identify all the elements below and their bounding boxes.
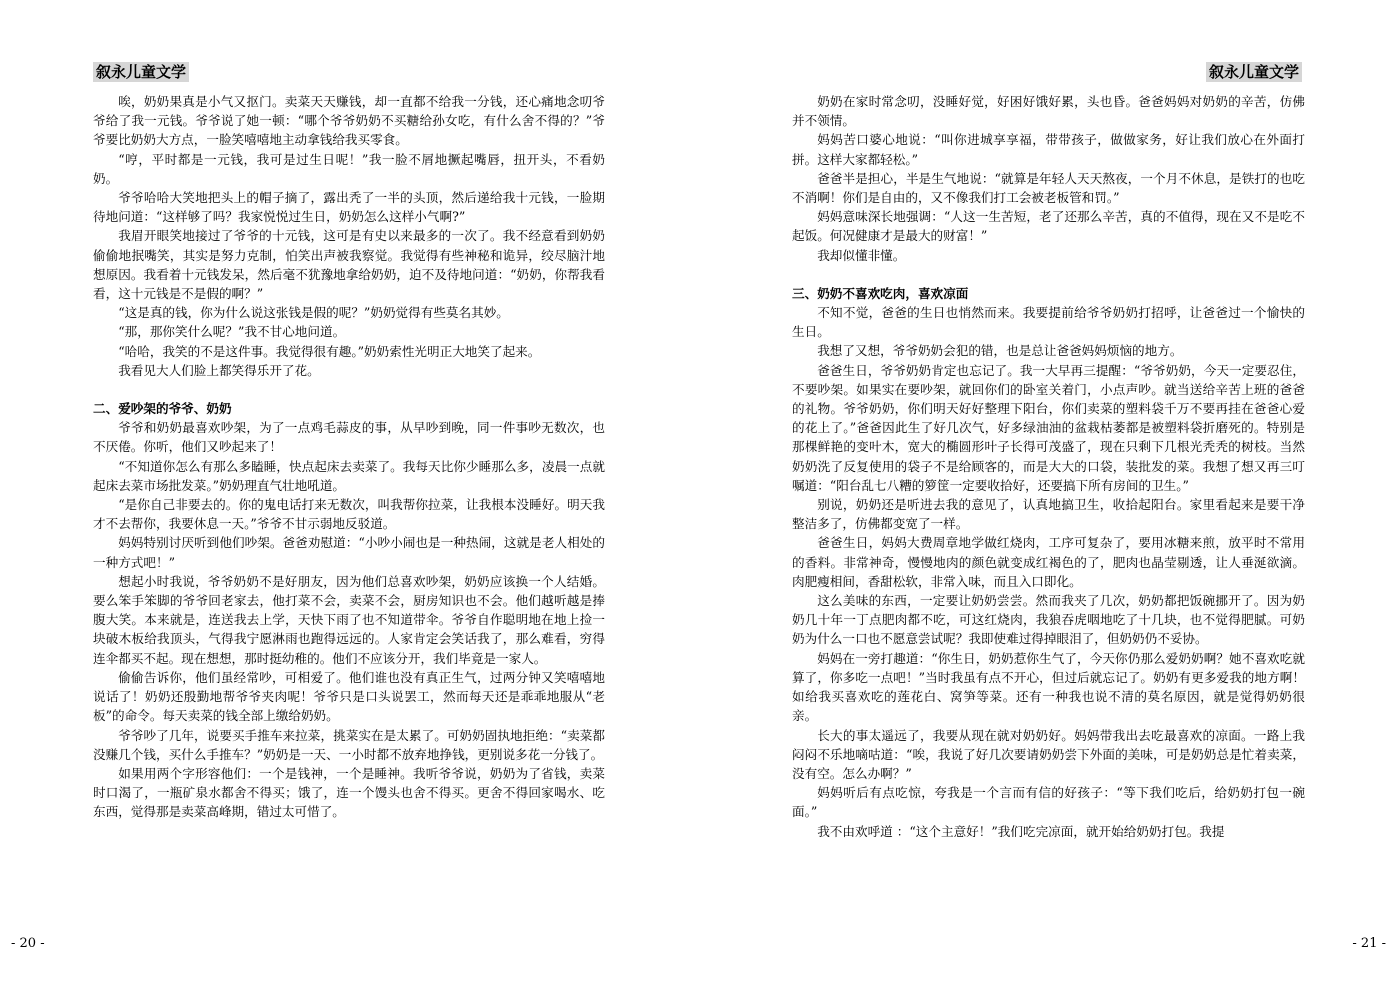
paragraph: “不知道你怎么有那么多瞌睡，快点起床去卖菜了。我每天比你少睡那么多，凌晨一点就起床去菜市场批发菜。”奶奶理直气壮地吼道。	[93, 458, 605, 493]
paragraph: 我不由欢呼道 ：“这个主意好！”我们吃完凉面，就开始给奶奶打包。我提	[817, 823, 1225, 839]
paragraph: 不知不觉，爸爸的生日也悄然而来。我要提前给爷爷奶奶打招呼，让爸爸过一个愉快的生日。	[792, 305, 1305, 340]
left-running-header: 叙永儿童文学	[93, 62, 189, 82]
paragraph: 长大的事太遥远了，我要从现在就对奶奶好。妈妈带我出去吃最喜欢的凉面。一路上我闷闷不乐地嘀咕道：“唉，我说了好几次要请奶奶尝下外面的美味，可是奶奶总是忙着卖菜，没有空。怎么办啊？”	[792, 727, 1305, 781]
left-page-body	[93, 92, 605, 822]
paragraph: 妈妈特别讨厌听到他们吵架。爸爸劝慰道：“小吵小闹也是一种热闹，这就是老人相处的一种方式吧！”	[93, 535, 605, 570]
paragraph: “是你自己非要去的。你的鬼电话打来无数次，叫我帮你拉菜，让我根本没睡好。明天我才不去帮你，我要休息一天。”爷爷不甘示弱地反驳道。	[93, 497, 605, 532]
paragraph: 爸爸生日，爷爷奶奶肯定也忘记了。我一大早再三提醒：“爷爷奶奶，今天一定要忍住，不要吵架。如果实在要吵架，就回你们的卧室关着门，小点声吵。就当送给辛苦上班的爸爸的礼物。爷爷奶奶，你们明天好好整理下阳台，你们卖菜的塑料袋千万不要再挂在爸爸心爱的花上了。”爸爸因此生了好几次气，好多绿油油的盆栽枯萎都是被塑料袋折磨死的。特别是那棵鲜艳的变叶木，宽大的椭圆形叶子长得可茂盛了，现在只剩下几根光秃秃的树枝。当然奶奶洗了反复使用的袋子不是给顾客的，而是大大的口袋，装批发的菜。我想了想又再三叮嘱道：“阳台乱七八糟的箩筐一定要收拾好，还要搞下所有房间的卫生。”	[792, 362, 1305, 493]
paragraph: 这么美味的东西，一定要让奶奶尝尝。然而我夹了几次，奶奶都把饭碗挪开了。因为奶奶几十年一丁点肥肉都不吃，可这红烧肉，我狼吞虎咽地吃了十几块，也不觉得肥腻。可奶奶为什么一口也不愿意尝试呢？我即使难过得掉眼泪了，但奶奶仍不妥协。	[792, 593, 1305, 647]
right-page-body	[792, 92, 1305, 841]
right-running-header: 叙永儿童文学	[1206, 62, 1302, 82]
paragraph: 爸爸半是担心，半是生气地说：“就算是年轻人天天熬夜，一个月不休息，是铁打的也吃不消啊！你们是自由的，又不像我们打工会被老板管和罚。”	[792, 170, 1305, 206]
paragraph: 别说，奶奶还是听进去我的意见了，认真地搞卫生，收拾起阳台。家里看起来是要干净整洁多了，仿佛都变宽了一样。	[792, 497, 1305, 532]
paragraph: 爷爷吵了几年，说要买手推车来拉菜，挑菜实在是太累了。可奶奶固执地拒绝：“卖菜都没赚几个钱，买什么手推车？”奶奶是一天、一小时都不放弃地挣钱，更别说多花一分钱了。	[93, 727, 605, 762]
paragraph: 爷爷和奶奶最喜欢吵架，为了一点鸡毛蒜皮的事，从早吵到晚，同一件事吵无数次，也不厌倦。你听，他们又吵起来了！	[93, 420, 605, 455]
paragraph: 爸爸生日，妈妈大费周章地学做红烧肉，工序可复杂了，要用冰糖来煎，放平时不常用的香料。非常神奇，慢慢地肉的颜色就变成红褐色的了，肥肉也晶莹剔透，让人垂涎欲滴。肉肥瘦相间，香甜松软，非常入味，而且入口即化。	[792, 535, 1305, 589]
paragraph: 如果用两个字形容他们：一个是钱神，一个是睡神。我听爷爷说，奶奶为了省钱，卖菜时口渴了，一瓶矿泉水都舍不得买；饿了，连一个馒头也舍不得买。更舍不得回家喝水、吃东西，觉得那是卖菜高峰期，错过太可惜了。	[93, 765, 605, 820]
paragraph: “那，那你笑什么呢？”我不甘心地问道。	[118, 324, 346, 340]
paragraph: “这是真的钱，你为什么说这张钱是假的呢？”奶奶觉得有些莫名其妙。	[118, 305, 509, 321]
right-page-number: - 21 -	[1352, 936, 1386, 951]
paragraph: 妈妈意味深长地强调：“人这一生苦短，老了还那么辛苦，真的不值得，现在又不是吃不起饭。何况健康才是最大的财富！”	[792, 209, 1305, 244]
paragraph: 我眉开眼笑地接过了爷爷的十元钱，这可是有史以来最多的一次了。我不经意看到奶奶偷偷地抿嘴笑，其实是努力克制，怕笑出声被我察觉。我觉得有些神秘和诡异，绞尽脑汁地想原因。我看着十元钱发呆，然后毫不犹豫地拿给奶奶，迫不及待地问道：“奶奶，你帮我看看，这十元钱是不是假的啊？”	[93, 228, 605, 302]
paragraph: 唉，奶奶果真是小气又抠门。卖菜天天赚钱，却一直都不给我一分钱，还心痛地念叨爷爷给了我一元钱。爷爷说了她一顿：“哪个爷爷奶奶不买糖给孙女吃，有什么舍不得的？”爷爷要比奶奶大方点，一脸笑嘻嘻地主动拿钱给我买零食。	[93, 94, 605, 148]
paragraph: 我想了又想，爷爷奶奶会犯的错，也是总让爸爸妈妈烦恼的地方。	[817, 343, 1183, 359]
paragraph: 妈妈苦口婆心地说：“叫你进城享享福，带带孩子，做做家务，好让我们放心在外面打拼。这样大家都轻松。”	[792, 132, 1305, 167]
paragraph: 我却似懂非懂。	[817, 247, 906, 263]
paragraph: 偷偷告诉你，他们虽经常吵，可相爱了。他们谁也没有真正生气，过两分钟又笑嘻嘻地说话了！奶奶还殷勤地帮爷爷夹肉呢！爷爷只是口头说罢工，然而每天还是乖乖地服从“老板”的命令。每天卖菜的钱全部上缴给奶奶。	[93, 669, 605, 724]
paragraph: “哈哈，我笑的不是这件事。我觉得很有趣。”奶奶索性光明正大地笑了起来。	[118, 343, 541, 359]
paragraph: 想起小时我说，爷爷奶奶不是好朋友，因为他们总喜欢吵架，奶奶应该换一个人结婚。要么笨手笨脚的爷爷回老家去，他打菜不会，卖菜不会，厨房知识也不会。他们越听越是捧腹大笑。本来就是，连送我去上学，天快下雨了也不知道带伞。爷爷自作聪明地在地上捡一块破木板给我顶头，气得我宁愿淋雨也跑得远远的。人家肯定会笑话我了，那么难看，穷得连伞都买不起。现在想想，那时挺幼稚的。他们不应该分开，我们毕竟是一家人。	[93, 573, 605, 666]
paragraph: “哼，平时都是一元钱，我可是过生日呢！”我一脸不屑地撅起嘴唇，扭开头，不看奶奶。	[93, 151, 605, 186]
paragraph: 奶奶在家时常念叨，没睡好觉，好困好饿好累，头也昏。爸爸妈妈对奶奶的辛苦，仿佛并不领情。	[792, 94, 1305, 129]
left-page-number: - 20 -	[11, 936, 45, 951]
paragraph: 爷爷哈哈大笑地把头上的帽子摘了，露出秃了一半的头顶，然后递给我十元钱，一脸期待地问道：“这样够了吗？我家悦悦过生日，奶奶怎么这样小气啊?”	[93, 190, 605, 225]
section-title: 二、爱吵架的爷爷、奶奶	[93, 401, 232, 417]
paragraph: 我看见大人们脸上都笑得乐开了花。	[118, 362, 320, 378]
right-page	[699, 0, 1398, 982]
section-title: 三、奶奶不喜欢吃肉，喜欢凉面	[792, 285, 969, 301]
paragraph: 妈妈听后有点吃惊，夸我是一个言而有信的好孩子：“等下我们吃后，给奶奶打包一碗面。”	[792, 785, 1305, 820]
paragraph: 妈妈在一旁打趣道：“你生日，奶奶惹你生气了，今天你仍那么爱奶奶啊？她不喜欢吃就算了，你多吃一点吧！”当时我虽有点不开心，但过后就忘记了。奶奶有更多爱我的地方啊！如给我买喜欢吃的莲花白、窝笋等菜。还有一种我也说不清的莫名原因，就是觉得奶奶很亲。	[792, 650, 1305, 724]
